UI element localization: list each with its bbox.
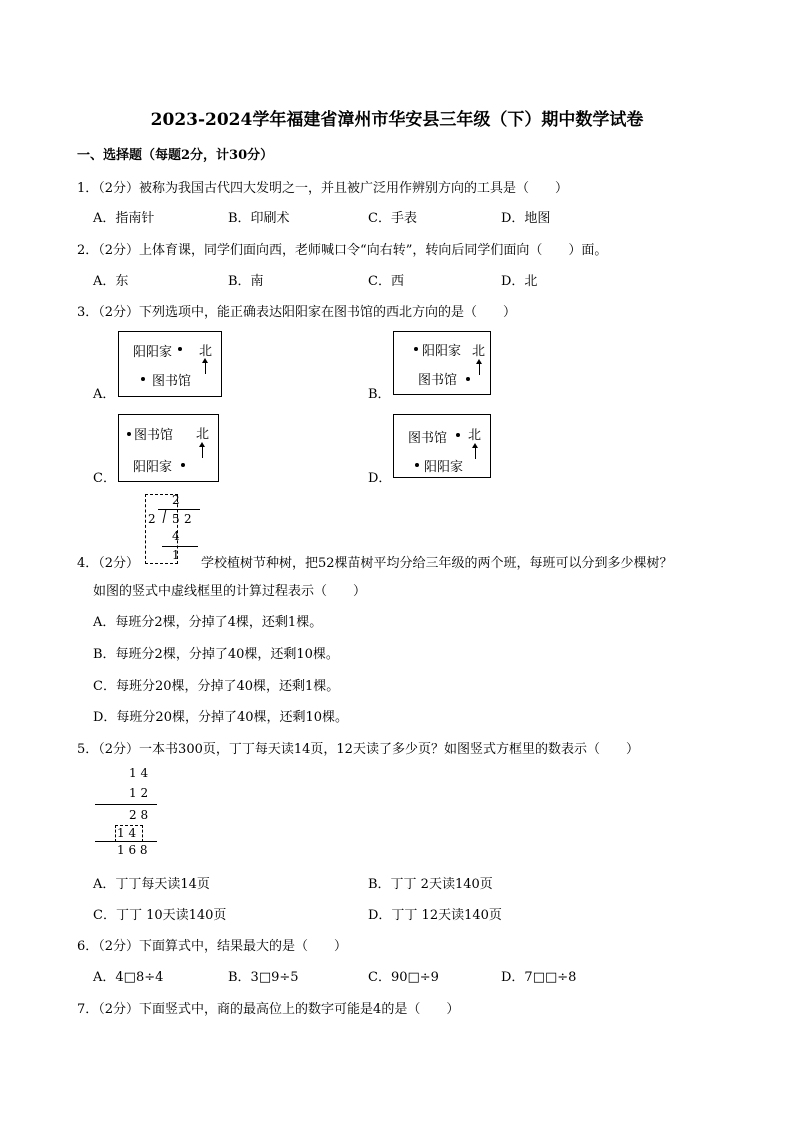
home-label: 阳阳家 [133, 460, 173, 475]
quotient-digit: 2 [172, 493, 180, 507]
q3-option-a-label[interactable]: A． [93, 387, 116, 402]
library-label: 图书馆 [134, 428, 174, 443]
q1-option-b[interactable]: B．印刷术 [228, 211, 290, 226]
home-label: 阳阳家 [424, 460, 464, 475]
q2-option-c[interactable]: C．西 [368, 274, 404, 289]
final-product: 1 6 8 [117, 843, 148, 857]
question-4-stem: 学校植树节种树，把52棵苗树平均分给三年级的两个班，每班可以分到多少棵树？ [201, 556, 673, 571]
home-label: 阳阳家 [422, 344, 462, 359]
question-7-stem: 7．（2分）下面竖式中，商的最高位上的数字可能是4的是（ ） [77, 1002, 460, 1017]
q3-option-c-map[interactable] [118, 414, 219, 482]
dividend-tens: 5 [172, 512, 180, 526]
q5-option-d[interactable]: D．丁丁 12天读140页 [368, 908, 502, 923]
q1-option-d[interactable]: D．地图 [501, 211, 551, 226]
q5-multiplication-figure [93, 764, 163, 860]
q6-option-c[interactable]: C．90□÷9 [368, 970, 439, 985]
question-3-stem: 3．（2分）下列选项中，能正确表达阳阳家在图书馆的西北方向的是（ ） [77, 305, 517, 320]
dividend-ones: 2 [184, 512, 192, 526]
q6-option-b[interactable]: B．3□9÷5 [228, 970, 299, 985]
north-arrow-icon [475, 447, 476, 459]
q3-option-d-map[interactable] [393, 414, 491, 478]
question-5-stem: 5．（2分）一本书300页，丁丁每天读14页，12天读了多少页？如图竖式方框里的数表示（ ） [77, 742, 639, 757]
library-label: 图书馆 [152, 374, 192, 389]
q4-division-figure [140, 490, 200, 568]
home-dot [414, 347, 418, 351]
q3-option-c-label[interactable]: C． [93, 471, 116, 486]
q2-option-a[interactable]: A．东 [93, 274, 129, 289]
library-dot [141, 377, 145, 381]
section-heading: 一、选择题（每题2分，计30分） [77, 148, 274, 163]
home-label: 阳阳家 [133, 345, 173, 360]
multiplier: 1 2 [129, 786, 149, 800]
north-label: 北 [468, 428, 482, 443]
question-1-stem: 1．（2分）被称为我国古代四大发明之一，并且被广泛用作辨别方向的工具是（ ） [77, 181, 569, 196]
q2-option-b[interactable]: B．南 [228, 274, 264, 289]
question-4-number: 4．（2分） [77, 556, 140, 571]
product-line-1 [95, 804, 157, 805]
q4-option-b[interactable]: B．每班分2棵，分掉了40棵，还剩10棵。 [93, 647, 339, 662]
q5-option-a[interactable]: A．丁丁每天读14页 [93, 877, 210, 892]
q5-option-c[interactable]: C．丁丁 10天读140页 [93, 908, 227, 923]
question-4-stem-line2: 如图的竖式中虚线框里的计算过程表示（ ） [93, 584, 367, 599]
product-line-2 [95, 841, 157, 842]
q3-option-b-map[interactable] [393, 331, 491, 395]
north-arrow-icon [202, 446, 203, 458]
north-arrow-icon [479, 363, 480, 375]
q4-option-c[interactable]: C．每班分20棵，分掉了40棵，还剩1棵。 [93, 679, 340, 694]
north-arrow-icon [205, 362, 206, 374]
q3-option-a-map[interactable] [118, 331, 222, 397]
remainder-digit: 1 [172, 548, 180, 562]
question-2-stem: 2．（2分）上体育课，同学们面向西，老师喊口令“向右转”，转向后同学们面向（ ）面。 [77, 243, 608, 258]
q3-option-d-label[interactable]: D． [368, 471, 392, 486]
home-dot [178, 347, 182, 351]
library-label: 图书馆 [418, 373, 458, 388]
home-dot [415, 463, 419, 467]
north-label: 北 [199, 344, 213, 359]
library-dot [466, 377, 470, 381]
north-label: 北 [472, 344, 486, 359]
q4-option-d[interactable]: D．每班分20棵，分掉了40棵，还剩10棵。 [93, 710, 349, 725]
library-dot [127, 432, 131, 436]
q3-option-b-label[interactable]: B． [368, 387, 391, 402]
north-label: 北 [196, 427, 210, 442]
q6-option-a[interactable]: A．4□8÷4 [93, 970, 164, 985]
q1-option-c[interactable]: C．手表 [368, 211, 417, 226]
partial-product-1: 2 8 [129, 808, 149, 822]
q6-option-d[interactable]: D．7□□÷8 [501, 970, 577, 985]
home-dot [181, 463, 185, 467]
page-title: 2023-2024学年福建省漳州市华安县三年级（下）期中数学试卷 [150, 110, 644, 130]
library-label: 图书馆 [408, 431, 448, 446]
library-dot [456, 433, 460, 437]
partial-product-2: 1 4 [117, 826, 137, 840]
q5-option-b[interactable]: B．丁丁 2天读140页 [368, 877, 493, 892]
multiplicand: 1 4 [129, 766, 149, 780]
product-digit: 4 [172, 529, 180, 543]
question-6-stem: 6．（2分）下面算式中，结果最大的是（ ） [77, 939, 348, 954]
divisor: 2 [148, 512, 156, 526]
q4-option-a[interactable]: A．每班分2棵，分掉了4棵，还剩1棵。 [93, 615, 323, 630]
subtraction-line [162, 546, 198, 547]
q1-option-a[interactable]: A．指南针 [93, 211, 155, 226]
q2-option-d[interactable]: D．北 [501, 274, 538, 289]
